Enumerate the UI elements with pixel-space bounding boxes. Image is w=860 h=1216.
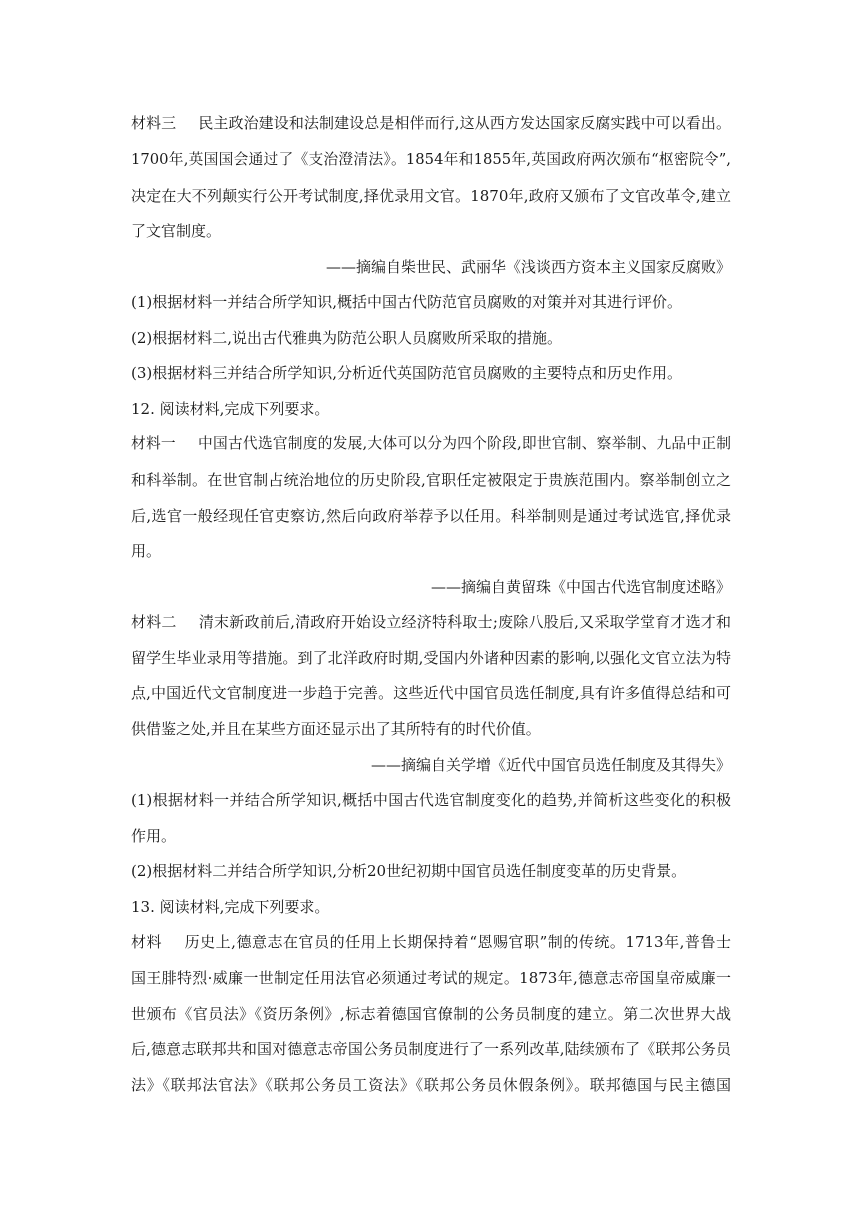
q11-sub-3: (3)根据材料三并结合所学知识,分析近代英国防范官员腐败的主要特点和历史作用。 bbox=[131, 364, 683, 382]
q13-material-line-2: 国王腓特烈·威廉一世制定任用法官必须通过考试的规定。1873年,德意志帝国皇帝威廉一 bbox=[131, 969, 731, 987]
q12-sub-1-line-1: (1)根据材料一并结合所学知识,概括中国古代选官制度变化的趋势,并简析这些变化的积极 bbox=[131, 791, 731, 809]
q12-sub-2: (2)根据材料二并结合所学知识,分析20世纪初期中国官员选任制度变革的历史背景。 bbox=[131, 862, 687, 880]
q12-material1-line-1: 材料一 中国古代选官制度的发展,大体可以分为四个阶段,即世官制、察举制、九品中正制 bbox=[131, 435, 731, 452]
q12-material1-line-2: 和科举制。在世官制占统治地位的历史阶段,官职任定被限定于贵族范围内。察举制创立之 bbox=[131, 471, 731, 489]
q13-material-label: 材料 bbox=[131, 933, 163, 951]
q13-material-line-3: 世颁布《官员法》《资历条例》,标志着德国官僚制的公务员制度的建立。第二次世界大战 bbox=[131, 1005, 731, 1023]
q12-material2-line-3: 点,中国近代文官制度进一步趋于完善。这些近代中国官员选任制度,具有许多值得总结和可 bbox=[131, 684, 731, 702]
q12-material2-line-1: 材料二 清末新政前后,清政府开始设立经济特科取士;废除八股后,又采取学堂育才选才和 bbox=[131, 613, 731, 631]
material3-line-1: 材料三 民主政治建设和法制建设总是相伴而行,这从西方发达国家反腐实践中可以看出。 bbox=[131, 114, 731, 132]
material3-line-4: 了文官制度。 bbox=[131, 222, 222, 240]
q13-material-line-4: 后,德意志联邦共和国对德意志帝国公务员制度进行了一系列改革,陆续颁布了《联邦公务员 bbox=[131, 1040, 731, 1058]
q11-sub-1: (1)根据材料一并结合所学知识,概括中国古代防范官员腐败的对策并对其进行评价。 bbox=[131, 293, 683, 311]
q12-material1-line-3: 后,选官一般经现任官吏察访,然后向政府举荐予以任用。科举制则是通过考试选官,择优录 bbox=[131, 507, 731, 525]
q12-material1-source: ——摘编自黄留珠《中国古代选官制度述略》 bbox=[430, 578, 731, 596]
q12-material2-line-2: 留学生毕业录用等措施。到了北洋政府时期,受国内外诸种因素的影响,以强化文官立法为特 bbox=[131, 649, 731, 667]
material3-label: 材料三 bbox=[131, 114, 177, 132]
q12-material1-label: 材料一 bbox=[131, 435, 176, 452]
q13-heading: 13. 阅读材料,完成下列要求。 bbox=[131, 898, 330, 916]
material3-source: ——摘编自柴世民、武丽华《浅谈西方资本主义国家反腐败》 bbox=[325, 258, 731, 276]
q13-material-line-1: 材料 历史上,德意志在官员的任用上长期保持着“恩赐官职”制的传统。1713年,普鲁士 bbox=[131, 933, 731, 951]
material3-line-2: 1700年,英国国会通过了《支治澄清法》。1854年和1855年,英国政府两次颁布“枢密院令”, bbox=[131, 151, 731, 168]
q12-material2-line-4: 供借鉴之处,并且在某些方面还显示出了其所特有的时代价值。 bbox=[131, 720, 541, 738]
material3-line-3: 决定在大不列颠实行公开考试制度,择优录用文官。1870年,政府又颁布了文官改革令,建立 bbox=[131, 187, 731, 205]
q12-material2-source: ——摘编自关学增《近代中国官员选任制度及其得失》 bbox=[370, 756, 731, 774]
q12-material2-label: 材料二 bbox=[131, 613, 177, 631]
q12-heading: 12. 阅读材料,完成下列要求。 bbox=[131, 400, 330, 418]
q13-material-line-5: 法》《联邦法官法》《联邦公务员工资法》《联邦公务员休假条例》。联邦德国与民主德国 bbox=[131, 1076, 731, 1094]
q11-sub-2: (2)根据材料二,说出古代雅典为防范公职人员腐败所采取的措施。 bbox=[131, 329, 563, 347]
q12-sub-1-line-2: 作用。 bbox=[131, 827, 177, 845]
q12-material1-line-4: 用。 bbox=[131, 542, 162, 560]
